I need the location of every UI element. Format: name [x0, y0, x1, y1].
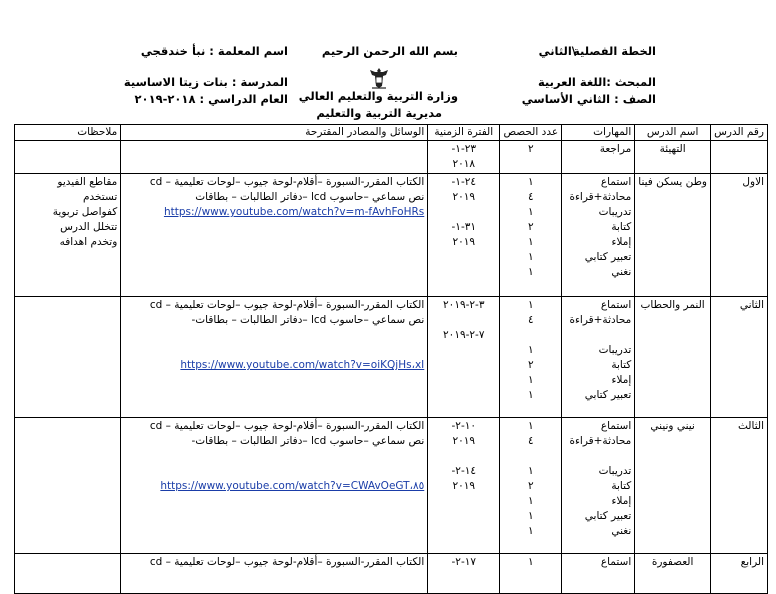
header-resources: الوسائل والمصادر المقترحة — [121, 125, 428, 141]
skill-item: محادثة+قراءة — [569, 191, 632, 203]
lesson-number-cell — [711, 418, 768, 554]
skill-item — [565, 449, 631, 464]
period-line: ٢٣-١- — [451, 143, 477, 155]
header-notes: ملاحظات — [15, 125, 121, 141]
skill-item: تعبير كتابي — [584, 510, 632, 522]
session-count: ١ — [527, 525, 534, 537]
resources-cell — [121, 174, 428, 297]
skill-item: إملاء — [611, 236, 632, 248]
sessions-count-cell — [500, 554, 562, 594]
skill-item: تدريبات — [598, 344, 632, 356]
resources-cell — [121, 554, 428, 594]
time-period-cell — [428, 554, 500, 594]
notes-cell — [15, 297, 121, 418]
period-line — [431, 449, 496, 464]
spacer — [124, 343, 424, 358]
session-count: ٤ — [527, 314, 534, 326]
skill-item: استماع — [600, 420, 632, 432]
skills-cell — [562, 141, 635, 174]
lesson-number: الثاني — [739, 299, 764, 311]
notes-cell — [15, 141, 121, 174]
skill-item: تعبير كتابي — [584, 251, 632, 263]
session-count — [503, 449, 558, 464]
skill-item: استماع — [600, 556, 632, 568]
youtube-link[interactable]: https://www.youtube.com/watch?v=CWAvOeGT،٨٥ — [160, 480, 425, 492]
skill-item: تدريبات — [598, 206, 632, 218]
sessions-count-cell — [500, 141, 562, 174]
resources-cell — [121, 297, 428, 418]
header-time-period: الفترة الزمنية — [428, 125, 500, 141]
header-sessions-count: عدد الحصص — [500, 125, 562, 141]
period-line: ٧-٢-٢٠١٩ — [443, 329, 485, 341]
skill-item: إملاء — [611, 495, 632, 507]
session-count: ١ — [527, 556, 534, 568]
period-line: ٢٤-١- — [451, 176, 477, 188]
skills-cell — [562, 297, 635, 418]
sessions-count-cell — [500, 418, 562, 554]
period-line: ٢٠١٨ — [452, 158, 476, 170]
session-count: ١ — [527, 510, 534, 522]
year-label: العام الدراسي : ٢٠١٨-٢٠١٩ — [134, 92, 288, 106]
resources-cell — [121, 418, 428, 554]
time-period-cell — [428, 174, 500, 297]
lesson-name-cell — [635, 554, 711, 594]
lesson-plan-table — [14, 124, 768, 594]
resource-line: الكتاب المقرر-السبورة –أقلام-لوحة جيوب –لوحات تعليمية – cd — [149, 556, 425, 568]
session-count: ١ — [527, 495, 534, 507]
period-line: ٣-٢-٢٠١٩ — [443, 299, 485, 311]
school-label: المدرسة : بنات زيتا الاساسية — [123, 75, 288, 89]
period-line: ٣١-١- — [451, 221, 477, 233]
period-line — [431, 313, 496, 328]
session-count: ١ — [527, 266, 534, 278]
skill-item: محادثة+قراءة — [569, 314, 632, 326]
spacer — [124, 328, 424, 343]
skill-item: استماع — [600, 176, 632, 188]
skill-item: استماع — [600, 299, 632, 311]
session-count: ٢ — [527, 221, 534, 233]
skills-cell — [562, 174, 635, 297]
skill-item: محادثة+قراءة — [569, 435, 632, 447]
notes-cell — [15, 554, 121, 594]
resource-line: نص سماعي –حاسوب lcd –دفاتر الطالبات – بطاقات- — [191, 435, 425, 447]
session-count: ٢ — [527, 143, 534, 155]
skill-item: نغني — [611, 525, 632, 537]
period-line — [431, 205, 496, 220]
session-count: ٢ — [527, 480, 534, 492]
lesson-number: الثالث — [738, 420, 764, 432]
lesson-name: النمر والحطاب — [640, 299, 705, 311]
lesson-number-cell — [711, 141, 768, 174]
lesson-name: نيني ونيني — [650, 420, 695, 432]
session-count: ١ — [527, 420, 534, 432]
skill-item: كتابة — [611, 221, 632, 233]
skill-item: كتابة — [611, 480, 632, 492]
resources-cell — [121, 141, 428, 174]
period-line: ١٧-٢- — [451, 556, 477, 568]
resource-line: الكتاب المقرر-السبورة –أقلام-لوحة جيوب –لوحات تعليمية – cd — [149, 176, 425, 188]
lesson-name-cell — [635, 297, 711, 418]
teacher-name: اسم المعلمة : نبأ خندقجي — [140, 44, 288, 58]
table-row — [15, 418, 768, 554]
notes-cell — [15, 174, 121, 297]
skills-cell — [562, 554, 635, 594]
lesson-name: العصفورة — [651, 556, 694, 568]
session-count: ١ — [527, 236, 534, 248]
lesson-number: الاول — [742, 176, 764, 188]
sessions-count-cell — [500, 297, 562, 418]
header-lesson-number: رقم الدرس — [711, 125, 768, 141]
skill-item: إملاء — [611, 374, 632, 386]
spacer — [124, 464, 424, 479]
term-label: \الثاني — [538, 44, 576, 58]
lesson-name-cell — [635, 418, 711, 554]
youtube-link[interactable]: https://www.youtube.com/watch?v=m-fAvhFoHRs — [163, 206, 425, 218]
table-header-row — [15, 125, 768, 141]
session-count: ٤ — [527, 191, 534, 203]
skills-cell — [562, 418, 635, 554]
lesson-number: الرابع — [740, 556, 764, 568]
session-count: ١ — [527, 389, 534, 401]
skill-item: تعبير كتابي — [584, 389, 632, 401]
lesson-name-cell — [635, 174, 711, 297]
resource-line: نص سماعي –حاسوب lcd –دفاتر الطالبات – بطاقات- — [191, 314, 425, 326]
period-line: ٢٠١٩ — [452, 480, 476, 492]
session-count: ١ — [527, 465, 534, 477]
lesson-number-cell — [711, 174, 768, 297]
session-count: ١ — [527, 251, 534, 263]
header-skills: المهارات — [562, 125, 635, 141]
time-period-cell — [428, 297, 500, 418]
spacer — [124, 449, 424, 464]
table-row — [15, 174, 768, 297]
skill-item: كتابة — [611, 359, 632, 371]
period-line: ٢٠١٩ — [452, 191, 476, 203]
resource-line: نص سماعي –حاسوب lcd –دفاتر الطالبات – بطاقات — [195, 191, 425, 203]
skill-item: تدريبات — [598, 465, 632, 477]
time-period-cell — [428, 418, 500, 554]
session-count: ٢ — [527, 359, 534, 371]
grade-label: الصف : الثاني الأساسي — [521, 92, 656, 106]
youtube-link[interactable]: https://www.youtube.com/watch?v=oiKQjHs،xI — [180, 359, 425, 371]
header-lesson-name: اسم الدرس — [635, 125, 711, 141]
resource-line: الكتاب المقرر-السبورة –أقلام-لوحة جيوب –لوحات تعليمية – cd — [149, 420, 425, 432]
notes-cell — [15, 418, 121, 554]
session-count: ١ — [527, 176, 534, 188]
table-row — [15, 141, 768, 174]
sessions-count-cell — [500, 174, 562, 297]
skill-item: مراجعة — [599, 143, 632, 155]
directorate-label: مديرية التربية والتعليم — [316, 106, 442, 120]
session-count: ١ — [527, 374, 534, 386]
table-row — [15, 554, 768, 594]
session-count — [503, 328, 558, 343]
lesson-number-cell — [711, 297, 768, 418]
lesson-name: التهيئة — [659, 143, 686, 155]
notes-text: مقاطع الفيديو تستخدم كفواصل تربوية تتخلل الدرس وتخدم اهدافه — [52, 176, 118, 248]
ministry-label: وزارة التربية والتعليم العالي — [298, 89, 458, 103]
subject-label: المبحث :اللغة العربية — [537, 75, 656, 89]
lesson-name-cell — [635, 141, 711, 174]
period-line: ٢٠١٩ — [452, 435, 476, 447]
lesson-name: وطن يسكن فينا — [638, 176, 707, 188]
period-line: ٢٠١٩ — [452, 236, 476, 248]
skill-item — [565, 328, 631, 343]
basmala: بسم الله الرحمن الرحيم — [321, 44, 458, 58]
eagle-emblem-icon — [368, 66, 390, 90]
session-count: ٤ — [527, 435, 534, 447]
session-count: ١ — [527, 206, 534, 218]
period-line: ١٤-٢- — [451, 465, 477, 477]
table-row — [15, 297, 768, 418]
plan-title: الخطة الفصلية — [573, 44, 656, 58]
session-count: ١ — [527, 299, 534, 311]
period-line: ١٠-٢- — [451, 420, 477, 432]
time-period-cell — [428, 141, 500, 174]
lesson-number-cell — [711, 554, 768, 594]
resource-line: الكتاب المقرر-السبورة –أقلام-لوحة جيوب –لوحات تعليمية – cd — [149, 299, 425, 311]
skill-item: نغني — [611, 266, 632, 278]
session-count: ١ — [527, 344, 534, 356]
